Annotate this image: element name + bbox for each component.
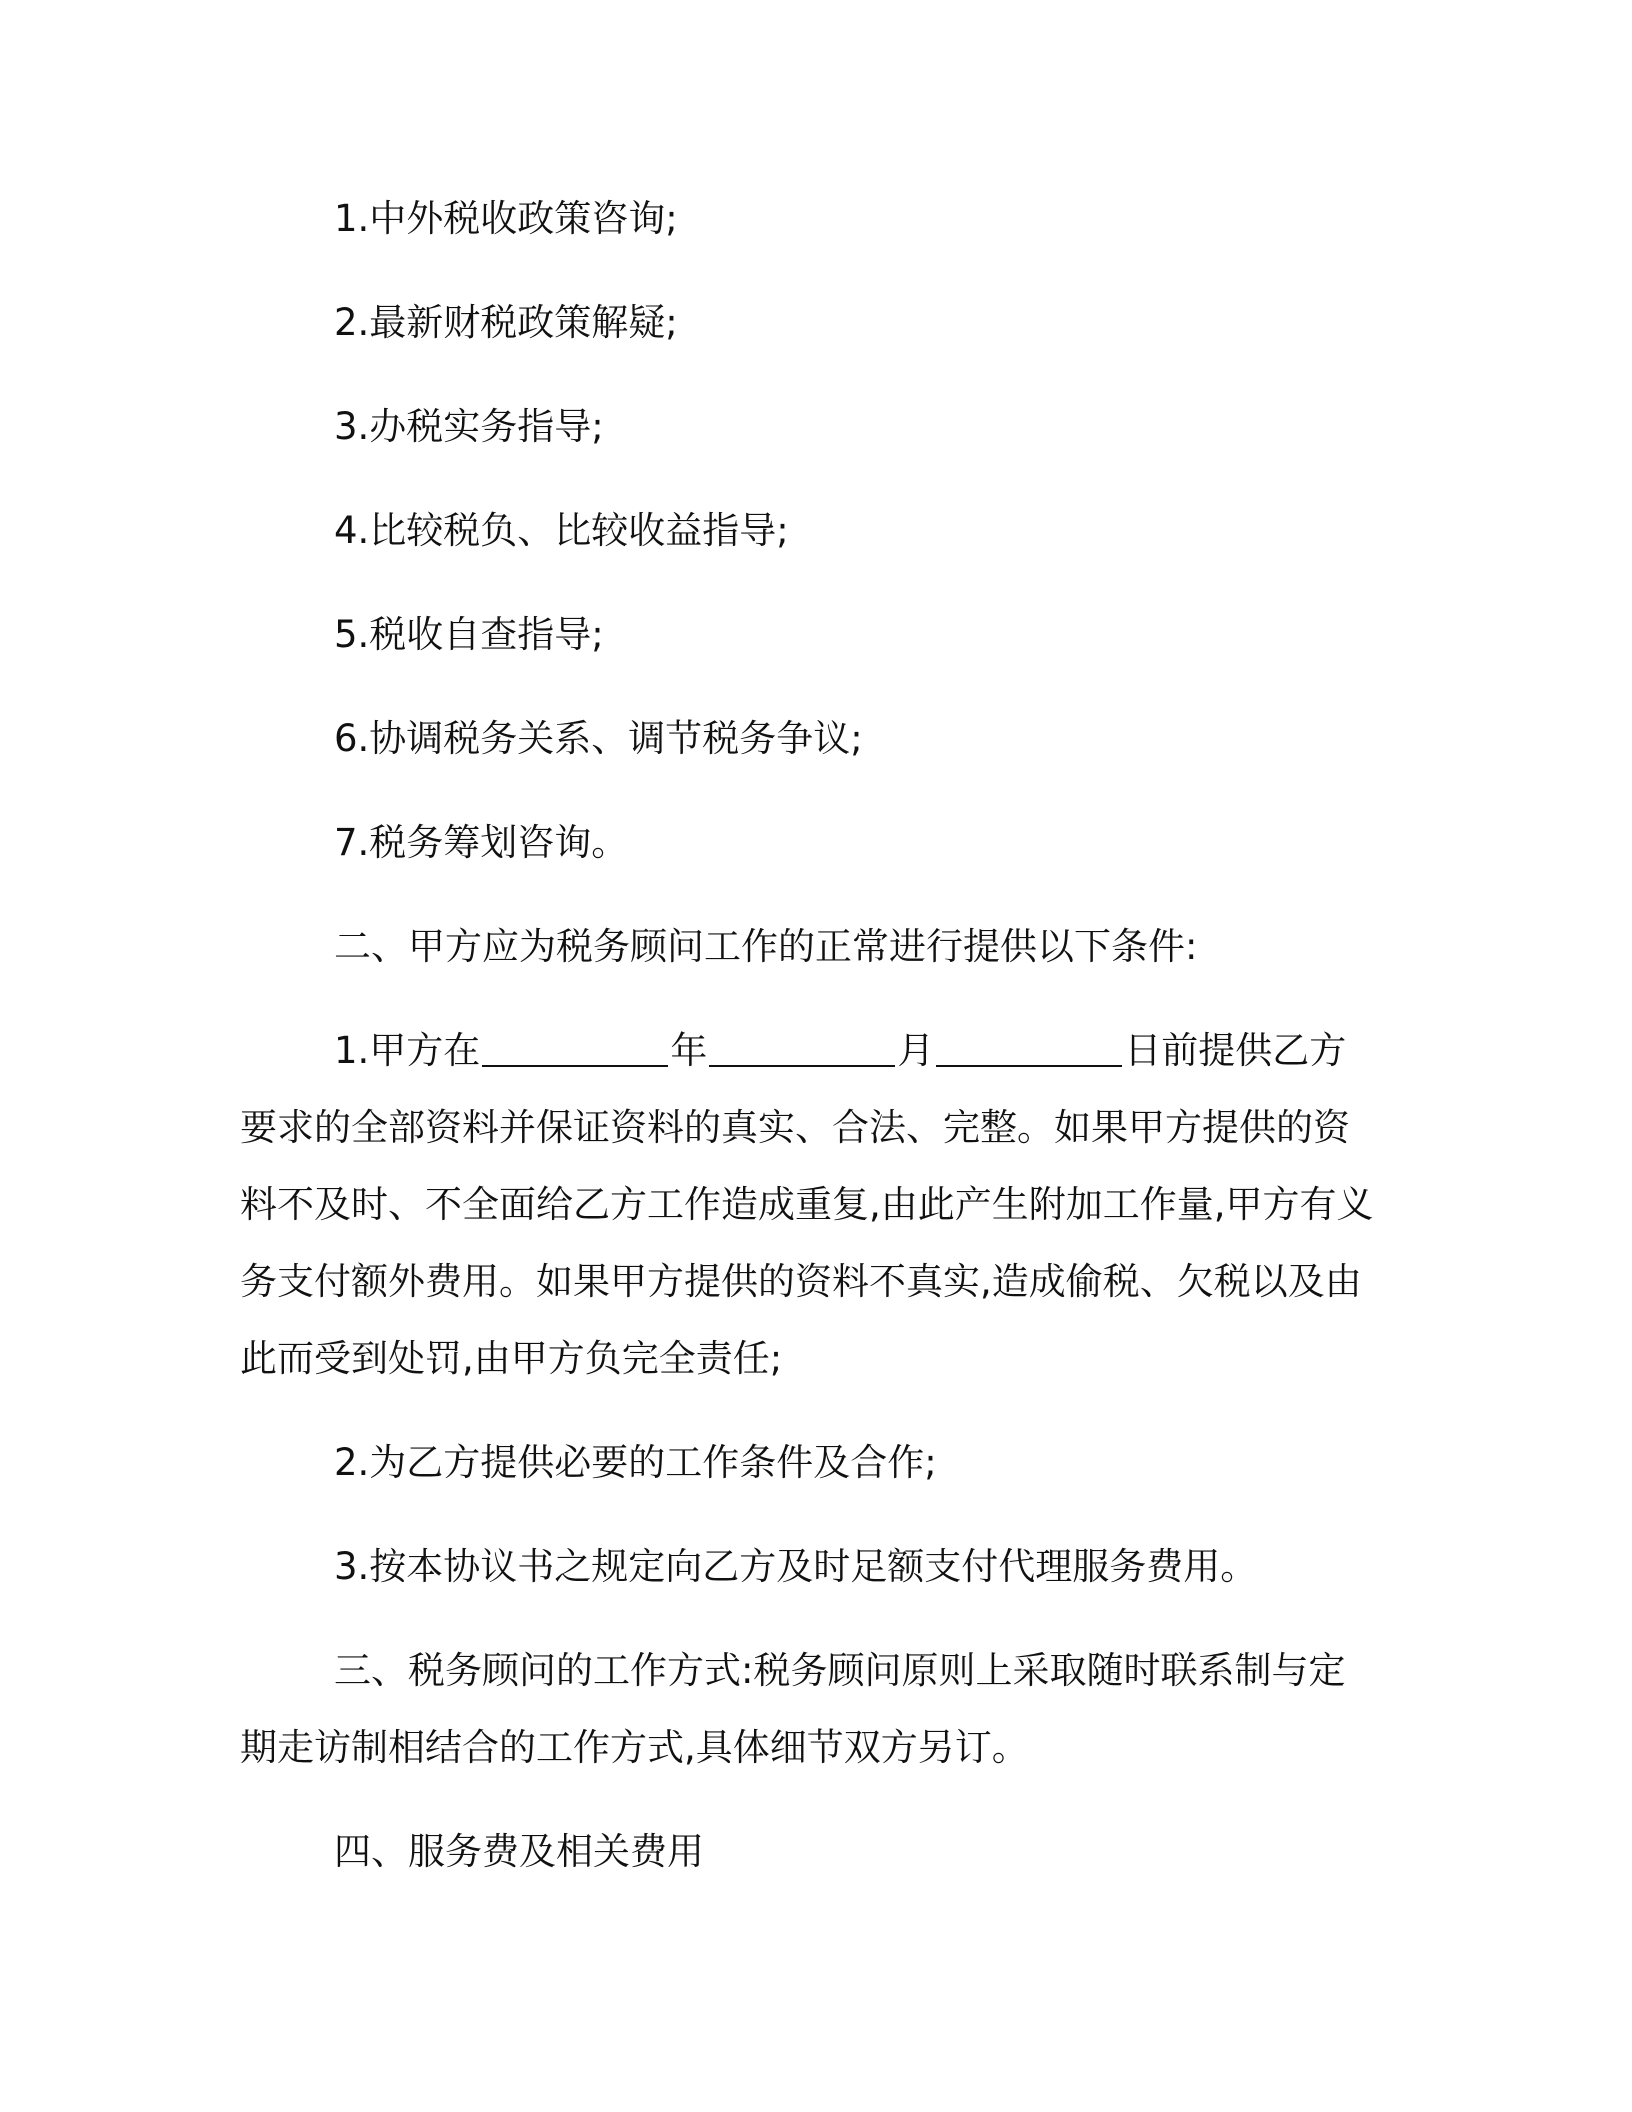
service-item-5: 5.税收自查指导; xyxy=(334,613,604,656)
document-page xyxy=(240,180,1380,1917)
item-1-prefix: 1.甲方在 xyxy=(334,1029,481,1072)
section-2-item-1 xyxy=(240,1012,1380,1397)
service-item-2: 2.最新财税政策解疑; xyxy=(334,301,678,344)
section-4-heading: 四、服务费及相关费用 xyxy=(334,1830,704,1873)
section-2-item-2: 2.为乙方提供必要的工作条件及合作; xyxy=(334,1441,937,1484)
service-item-7: 7.税务筹划咨询。 xyxy=(334,821,629,864)
day-blank xyxy=(936,1028,1122,1067)
item-1-body: 日前提供乙方要求的全部资料并保证资料的真实、合法、完整。如果甲方提供的资料不及时、不全面给乙方工作造成重复,由此产生附加工作量,甲方有义务支付额外费用。如果甲方提供的资料不真实,造成偷税、欠税以及由此而受到处罚,由甲方负完全责任; xyxy=(240,1029,1374,1380)
service-item-1: 1.中外税收政策咨询; xyxy=(334,197,678,240)
section-2-heading: 二、甲方应为税务顾问工作的正常进行提供以下条件: xyxy=(334,925,1198,968)
year-label: 年 xyxy=(670,1029,708,1072)
month-blank xyxy=(709,1028,895,1067)
service-item-3: 3.办税实务指导; xyxy=(334,405,604,448)
service-item-4: 4.比较税负、比较收益指导; xyxy=(334,509,789,552)
service-item-6: 6.协调税务关系、调节税务争议; xyxy=(334,717,863,760)
year-blank xyxy=(482,1028,668,1067)
section-2-item-3: 3.按本协议书之规定向乙方及时足额支付代理服务费用。 xyxy=(334,1545,1258,1588)
section-3-paragraph: 三、税务顾问的工作方式:税务顾问原则上采取随时联系制与定期走访制相结合的工作方式,具体细节双方另订。 xyxy=(240,1649,1346,1769)
month-label: 月 xyxy=(897,1029,935,1072)
